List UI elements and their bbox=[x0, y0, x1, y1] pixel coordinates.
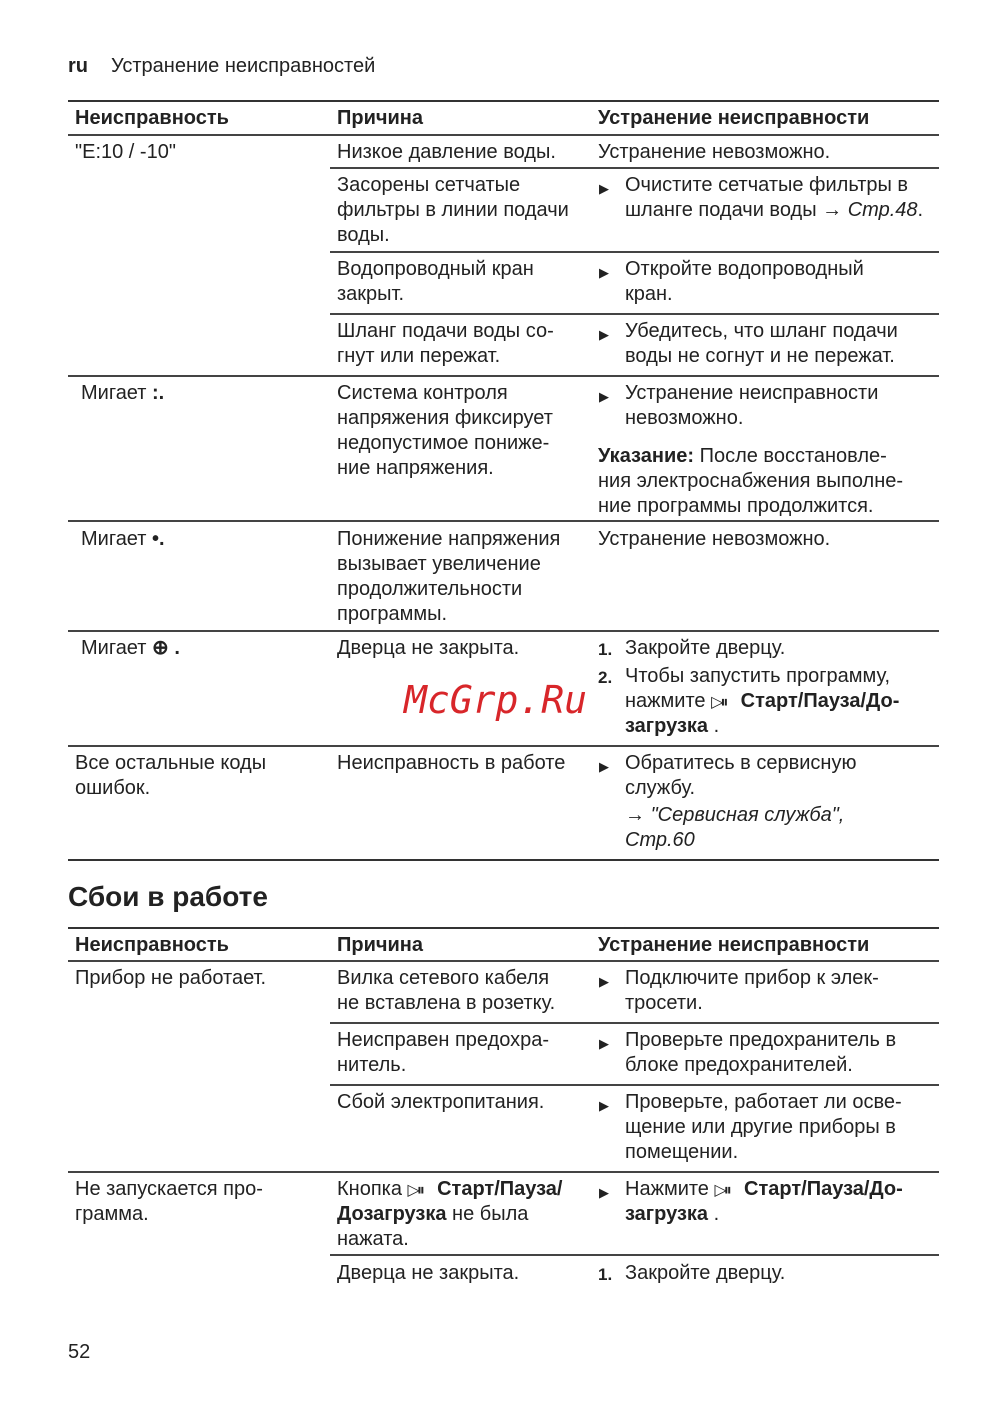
cause-cell bbox=[337, 1177, 562, 1252]
display-symbol-icon: •. bbox=[152, 528, 165, 550]
divider bbox=[330, 251, 939, 253]
col-header-remedy: Устранение неисправности bbox=[598, 934, 870, 956]
page-number: 52 bbox=[68, 1341, 91, 1363]
divider bbox=[68, 520, 939, 522]
step-text-part: Чтобы запустить программу, нажмите bbox=[625, 665, 891, 712]
page-reference-link[interactable]: "Сервисная служба", Стр.60 bbox=[625, 804, 845, 851]
bullet-triangle-icon: ▶ bbox=[599, 1185, 609, 1200]
fault-cell: Все остальные коды ошибок. bbox=[75, 752, 267, 799]
punctuation: . bbox=[917, 199, 924, 221]
remedy-cell: Откройте водопроводный кран. bbox=[625, 258, 864, 305]
punctuation: . bbox=[708, 715, 720, 737]
arrow-icon: → bbox=[625, 804, 645, 826]
fault-cell: Не запускается про- грамма. bbox=[75, 1178, 263, 1225]
col-header-fault: Неисправность bbox=[75, 934, 229, 956]
note-label: Указание: bbox=[598, 445, 695, 467]
cause-cell: Дверца не закрыта. bbox=[337, 1262, 520, 1284]
divider bbox=[68, 745, 939, 747]
col-header-fault: Неисправность bbox=[75, 107, 229, 129]
door-lock-icon: ⊕ . bbox=[152, 637, 180, 659]
step-text: Закройте дверцу. bbox=[625, 637, 786, 659]
display-symbol-icon: :. bbox=[152, 382, 165, 404]
fault-cell: "E:10 / -10" bbox=[75, 141, 176, 163]
note bbox=[598, 444, 903, 519]
page-reference-link[interactable]: Стр.48 bbox=[847, 199, 918, 221]
cause-cell: Неисправен предохра- нитель. bbox=[337, 1029, 550, 1076]
remedy-cell: Проверьте, работает ли осве- щение или другие приборы в помещении. bbox=[625, 1091, 902, 1163]
fault-text: Мигает bbox=[81, 528, 147, 550]
cause-text: не была нажата. bbox=[337, 1203, 529, 1250]
cause-cell: Неисправность в работе bbox=[337, 752, 566, 774]
step-text bbox=[625, 664, 899, 739]
start-pause-icon: ▷⏸ bbox=[407, 1180, 422, 1199]
bullet-triangle-icon: ▶ bbox=[599, 327, 609, 342]
divider bbox=[68, 859, 939, 861]
note-text: После восстановле- ния электроснабжения выполне- ние программы продолжится. bbox=[598, 445, 904, 517]
step-number: 1. bbox=[598, 1265, 613, 1284]
page-reference[interactable] bbox=[625, 803, 844, 853]
divider bbox=[330, 313, 939, 315]
step-number: 1. bbox=[598, 640, 613, 659]
col-header-cause: Причина bbox=[337, 934, 423, 956]
col-header-remedy: Устранение неисправности bbox=[598, 107, 870, 129]
divider bbox=[68, 375, 939, 377]
language-code: ru bbox=[68, 55, 88, 77]
divider bbox=[68, 960, 939, 962]
cause-cell: Водопроводный кран закрыт. bbox=[337, 258, 534, 305]
col-header-cause: Причина bbox=[337, 107, 423, 129]
fault-cell bbox=[81, 527, 165, 552]
bullet-triangle-icon: ▶ bbox=[599, 974, 609, 989]
divider bbox=[68, 100, 939, 102]
remedy-cell bbox=[625, 1177, 903, 1227]
start-pause-icon: ▷⏸ bbox=[714, 1180, 729, 1199]
cause-cell: Система контроля напряжения фиксирует недопустимое пониже- ние напряжения. bbox=[337, 382, 553, 479]
watermark: McGrp.Ru bbox=[404, 678, 588, 722]
divider bbox=[68, 134, 939, 136]
remedy-cell: Подключите прибор к элек- тросети. bbox=[625, 967, 879, 1014]
divider bbox=[330, 1254, 939, 1256]
section-title: Сбои в работе bbox=[68, 881, 268, 912]
step-number: 2. bbox=[598, 668, 613, 687]
button-name: Старт/Пауза/До- загрузка bbox=[625, 1178, 903, 1225]
punctuation: . bbox=[708, 1203, 720, 1225]
divider bbox=[330, 167, 939, 169]
running-header: Устранение неисправностей bbox=[111, 55, 376, 77]
cause-cell: Низкое давление воды. bbox=[337, 141, 556, 163]
fault-cell bbox=[81, 636, 180, 661]
button-name: Старт/Пауза/До- загрузка bbox=[625, 690, 900, 737]
remedy-cell: Устранение невозможно. bbox=[598, 141, 831, 163]
start-pause-icon: ▷⏸ bbox=[711, 692, 726, 711]
cause-cell: Дверца не закрыта. bbox=[337, 637, 520, 659]
arrow-icon: → bbox=[822, 199, 843, 221]
fault-cell: Прибор не работает. bbox=[75, 967, 267, 989]
bullet-triangle-icon: ▶ bbox=[599, 265, 609, 280]
remedy-cell: Устранение невозможно. bbox=[598, 528, 831, 550]
cause-cell: Шланг подачи воды со- гнут или пережат. bbox=[337, 320, 554, 367]
bullet-triangle-icon: ▶ bbox=[599, 181, 609, 196]
remedy-cell: Убедитесь, что шланг подачи воды не согнут и не пережат. bbox=[625, 320, 898, 367]
remedy-cell bbox=[625, 173, 923, 223]
cause-cell: Засорены сетчатые фильтры в линии подачи воды. bbox=[337, 174, 569, 246]
divider bbox=[330, 1022, 939, 1024]
fault-text: Мигает bbox=[81, 637, 147, 659]
cause-text: Кнопка bbox=[337, 1178, 408, 1200]
remedy-cell: Обратитесь в сервисную службу. bbox=[625, 752, 857, 799]
remedy-cell: Проверьте предохранитель в блоке предохранителей. bbox=[625, 1029, 897, 1076]
remedy-cell: Закройте дверцу. bbox=[625, 1262, 786, 1284]
fault-text: Мигает bbox=[81, 382, 147, 404]
divider bbox=[68, 630, 939, 632]
bullet-triangle-icon: ▶ bbox=[599, 759, 609, 774]
fault-cell bbox=[81, 381, 164, 406]
bullet-triangle-icon: ▶ bbox=[599, 389, 609, 404]
divider bbox=[68, 1171, 939, 1173]
divider bbox=[330, 1084, 939, 1086]
cause-cell: Понижение напряжения вызывает увеличение продолжительности программы. bbox=[337, 528, 561, 625]
divider bbox=[68, 927, 939, 929]
remedy-cell: Устранение неисправности невозможно. bbox=[625, 382, 879, 429]
remedy-text: Нажмите bbox=[625, 1178, 715, 1200]
bullet-triangle-icon: ▶ bbox=[599, 1098, 609, 1113]
button-name: Старт/Пауза/ Дозагрузка bbox=[337, 1178, 563, 1225]
cause-cell: Вилка сетевого кабеля не вставлена в розетку. bbox=[337, 967, 556, 1014]
remedy-text: Очистите сетчатые фильтры в шланге подачи воды bbox=[625, 174, 909, 221]
bullet-triangle-icon: ▶ bbox=[599, 1036, 609, 1051]
cause-cell: Сбой электропитания. bbox=[337, 1091, 545, 1113]
